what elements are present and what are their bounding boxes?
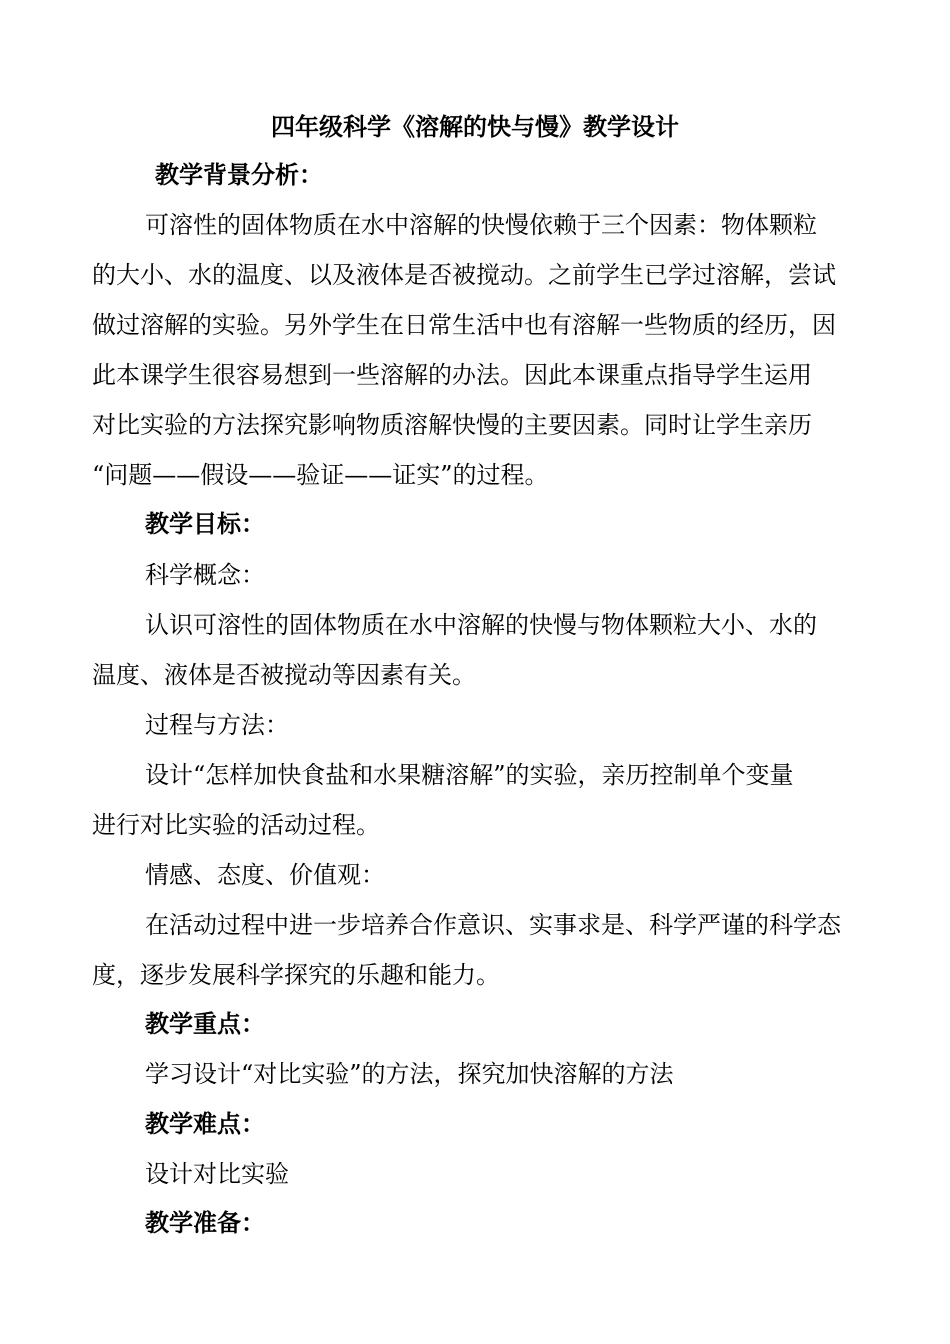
keypoint-text: 学习设计“对比实验”的方法，探究加快溶解的方法 — [145, 1060, 674, 1088]
difficulty-heading: 教学难点： — [145, 1109, 265, 1138]
keypoint-heading: 教学重点： — [145, 1009, 265, 1038]
concept-label: 科学概念： — [145, 561, 265, 589]
process-line-1: 设计“怎样加快食盐和水果糖溶解”的实验，亲历控制单个变量 — [145, 761, 794, 789]
emotion-label: 情感、态度、价值观： — [145, 861, 385, 889]
emotion-line-1: 在活动过程中进一步培养合作意识、实事求是、科学严谨的科学态 — [145, 911, 841, 939]
background-line-3: 做过溶解的实验。另外学生在日常生活中也有溶解一些物质的经历，因 — [92, 311, 836, 339]
background-heading: 教学背景分析： — [155, 160, 323, 189]
background-line-5: 对比实验的方法探究影响物质溶解快慢的主要因素。同时让学生亲历 — [92, 411, 812, 439]
background-line-6: “问题——假设——验证——证实”的过程。 — [92, 461, 549, 489]
goals-heading: 教学目标： — [145, 509, 265, 538]
concept-line-2: 温度、液体是否被搅动等因素有关。 — [92, 661, 476, 689]
process-label: 过程与方法： — [145, 711, 289, 739]
background-line-4: 此本课学生很容易想到一些溶解的办法。因此本课重点指导学生运用 — [92, 361, 812, 389]
emotion-line-2: 度，逐步发展科学探究的乐趣和能力。 — [92, 961, 500, 989]
background-line-1: 可溶性的固体物质在水中溶解的快慢依赖于三个因素：物体颗粒 — [145, 211, 817, 239]
preparation-heading: 教学准备： — [145, 1208, 265, 1237]
document-title: 四年级科学《溶解的快与慢》教学设计 — [271, 112, 679, 141]
concept-line-1: 认识可溶性的固体物质在水中溶解的快慢与物体颗粒大小、水的 — [145, 611, 817, 639]
background-line-2: 的大小、水的温度、以及液体是否被搅动。之前学生已学过溶解，尝试 — [92, 261, 836, 289]
difficulty-text: 设计对比实验 — [145, 1160, 289, 1188]
process-line-2: 进行对比实验的活动过程。 — [92, 811, 380, 839]
